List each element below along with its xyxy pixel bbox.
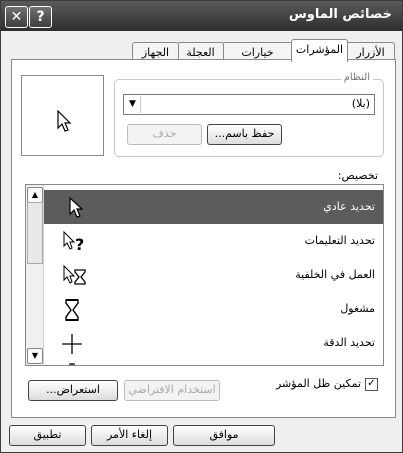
close-icon: ✕ [10,9,23,25]
list-item[interactable] [44,326,383,360]
list-item[interactable] [44,190,383,224]
list-item-label: العمل في الخلفية [295,268,375,281]
scroll-up-button[interactable]: ▲ [27,187,43,203]
use-default-button[interactable]: استخدام الافتراضي [124,380,220,401]
tab-pointer-options[interactable]: خيارات [222,42,293,62]
scroll-down-button[interactable]: ▼ [27,348,43,364]
apply-button[interactable]: تطبيق [9,425,86,446]
text-select-cursor-icon [60,363,90,366]
arrow-cursor-icon [60,196,90,220]
list-item[interactable] [44,357,383,366]
ok-button[interactable]: موافق [173,425,275,446]
list-item-label: مشغول [340,302,375,315]
scheme-label: النظام [341,72,373,83]
tab-pointers[interactable]: المؤشرات [291,39,348,62]
help-button[interactable] [29,6,52,28]
save-as-button[interactable]: حفظ باسم... [207,124,282,145]
crosshair-cursor-icon [60,332,90,356]
svg-text:?: ? [75,235,85,254]
list-item[interactable] [44,258,383,292]
pointer-shadow-label: تمكين ظل المؤشر [275,377,361,390]
pointer-shadow-checkbox[interactable]: ✓ [365,378,378,391]
list-item-label: تحديد عادي [323,200,375,213]
scheme-group [114,72,384,157]
chevron-down-icon[interactable]: ▼ [125,96,141,113]
help-cursor-icon [60,230,90,254]
tab-buttons[interactable]: الأزرار [346,42,395,62]
cancel-button[interactable]: إلغاء الأمر [91,425,168,446]
scrollbar[interactable] [26,185,44,365]
arrow-cursor-icon [56,110,76,134]
help-icon: ? [36,9,45,25]
tab-hardware[interactable]: الجهاز [132,42,179,62]
browse-button[interactable]: استعراض... [28,380,118,401]
cursor-preview [21,75,104,156]
scroll-thumb[interactable] [27,202,43,264]
enable-pointer-shadow[interactable] [276,377,378,391]
hourglass-cursor-icon [60,298,90,322]
title-bar[interactable] [1,1,402,31]
customize-label: تخصيص: [337,169,378,182]
working-in-background-cursor-icon [60,264,90,288]
list-item[interactable] [44,224,383,258]
scheme-select-value: (بلا) [351,97,370,110]
list-item-label: تحديد الدقة [323,336,375,349]
window-title: خصائص الماوس [288,7,392,22]
scheme-select[interactable] [123,94,375,115]
tab-wheel[interactable]: العجلة [177,42,224,62]
cursor-list[interactable] [25,184,384,366]
list-item[interactable] [44,292,383,326]
close-button[interactable] [5,6,28,28]
delete-button[interactable]: حذف [127,124,202,145]
list-item-label: تحديد التعليمات [304,234,375,247]
